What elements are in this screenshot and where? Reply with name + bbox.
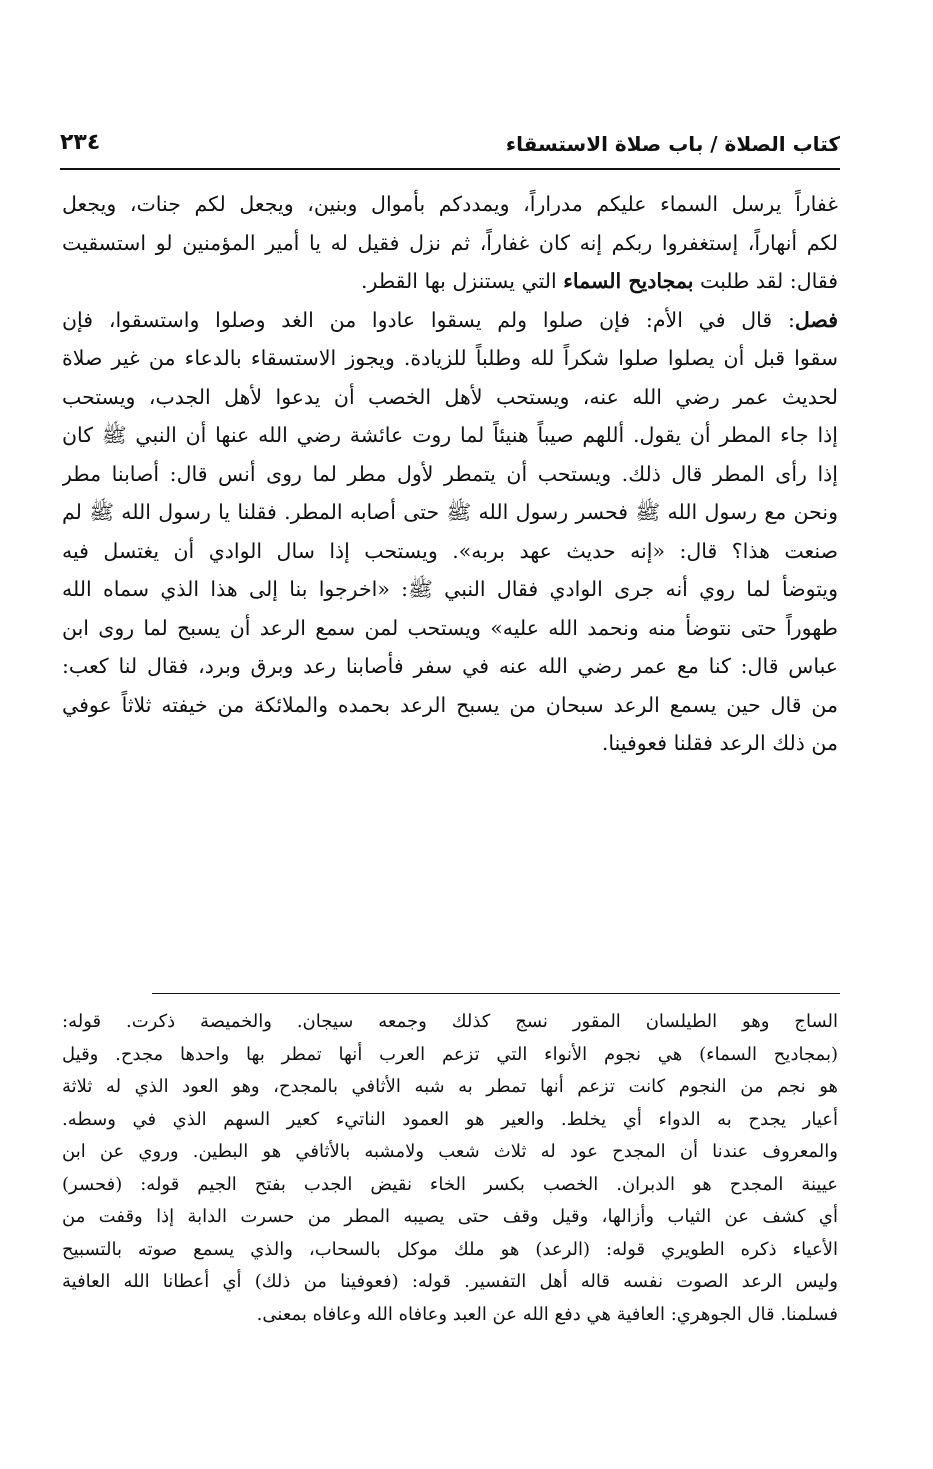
main-line: غفاراً يرسل السماء عليكم مدراراً، ويمددكم بأموال وبنين، ويجعل لكم جنات، ويجعل (62, 192, 838, 216)
main-line-part: فقال: لقد طلبت (693, 269, 838, 293)
main-line: من قال حين يسمع الرعد سبحان من يسبح الرعد بحمده والملائكة من خيفته ثلاثاً عوفي (62, 692, 838, 717)
main-line-part: التي يستنزل بها القطر. (361, 269, 564, 293)
main-line: لكم أنهاراً، إستغفروا ربكم إنه كان غفاراً، ثم نزل فقيل له يا أمير المؤمنين لو استسقيت (62, 230, 838, 255)
main-text (62, 185, 838, 763)
main-line: إذا رأى المطر قال ذلك. ويستحب أن يتمطر لأول مطر لما روى أنس قال: أصابنا مطر (62, 461, 838, 486)
main-line: من ذلك الرعد فقلنا فعوفينا. (601, 731, 838, 755)
footnote-line: فسلمنا. قال الجوهري: العافية هي دفع الله عن العبد وعافاه الله وعافاه بمعنى. (256, 1303, 838, 1325)
main-line: إذا جاء المطر أن يقول. أللهم صيباً هنيئاً لما روت عائشة رضي الله عنها أن النبي ﷺ كان (62, 423, 838, 447)
footnote-line: أعيار يجدح به الدواء أي يخلط. والعير هو العمود الناتيء كعير السهم الذي في وسطه. (62, 1108, 838, 1130)
footnote-line: (بمجاديح السماء) هي نجوم الأنواء التي تزعم العرب أنها تمطر بها واحدها مجدح. وقيل (62, 1043, 838, 1065)
footnotes (62, 1006, 838, 1331)
footnote-divider (152, 993, 840, 994)
main-line: طهوراً حتى نتوضأ منه ونحمد الله عليه» ويستحب لمن سمع الرعد أن يسبح لما روى ابن (62, 615, 838, 640)
main-line-part: : قال في الأم: فإن صلوا ولم يسقوا عادوا من الغد وصلوا واستسقوا، فإن (62, 307, 795, 332)
main-line: ويتوضأ لما روي أنه جرى الوادي فقال النبي ﷺ: «اخرجوا بنا إلى هذا الذي سماه الله (62, 577, 838, 601)
running-header (60, 128, 840, 170)
footnote-line: أي كشف عن الثياب وأزالها، وقيل وقف حتى يصيبه المطر من حسرت الدابة إذا وقفت من (62, 1206, 838, 1227)
footnote-line: عيينة المجدح هو الدبران. الخصب بكسر الخاء نقيض الجدب بفتح الجيم قوله: (فحسر) (62, 1173, 838, 1195)
main-line: صنعت هذا؟ قال: «إنه حديث عهد بربه». ويستحب إذا سال الوادي أن يغتسل فيه (62, 538, 838, 563)
bold-term-mjadih: بمجاديح السماء (563, 269, 694, 293)
main-line: ونحن مع رسول الله ﷺ فحسر رسول الله ﷺ حتى أصابه المطر. فقلنا يا رسول الله ﷺ لم (62, 500, 838, 524)
footnote-line: الأعياء ذكره الطويري قوله: (الرعد) هو ملك موكل بالسحاب، والذي يسمع صوته بالتسبيح (62, 1238, 838, 1260)
main-line: عباس قال: كنا مع عمر رضي الله عنه في سفر فأصابنا رعد وبرق وبرد، فقال لنا كعب: (62, 654, 838, 678)
footnote-line: والمعروف عندنا أن المجدح عود له ثلاث شعب ولامشبه بالأثافي هو البطين. وروي عن ابن (62, 1141, 838, 1162)
main-line: سقوا قبل أن يصلوا صلوا شكراً لله وطلباً للزيادة. ويجوز الاستسقاء بالدعاء من غير صلاة (62, 346, 838, 370)
page-number: ٢٣٤ (60, 130, 101, 155)
main-line (62, 262, 838, 301)
footnote-line: هو نجم من النجوم كانت تزعم أنها تمطر به شبه الأثافي بالمجدح، وهو العود الذي له ثلاثة (62, 1076, 838, 1097)
main-line (62, 301, 838, 340)
footnote-line: وليس الرعد الصوت نفسه قاله أهل التفسير. قوله: (فعوفينا من ذلك) أي أعطانا الله العافية (62, 1271, 838, 1292)
header-title: كتاب الصلاة / باب صلاة الاستسقاء (505, 132, 840, 156)
section-heading-fasl: فصل (794, 307, 838, 332)
main-line: لحديث عمر رضي الله عنه، ويستحب لأهل الخصب أن يدعوا لأهل الجدب، ويستحب (62, 384, 838, 409)
footnote-line: الساج وهو الطيلسان المقور نسج كذلك وجمعه سيجان. والخميصة ذكرت. قوله: (62, 1011, 838, 1032)
